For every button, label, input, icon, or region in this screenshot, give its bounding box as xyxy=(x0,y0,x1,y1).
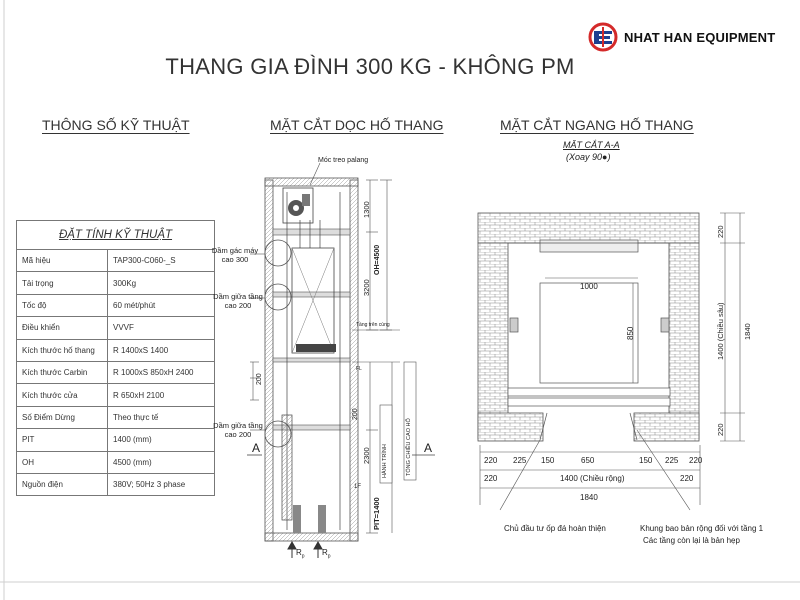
spec-value: R 1400xS 1400 xyxy=(108,339,215,361)
section-specs-title: THÔNG SỐ KỸ THUẬT xyxy=(42,117,190,133)
section-a-right: A xyxy=(424,441,433,455)
spec-label: Kích thước Carbin xyxy=(17,361,108,383)
total-height-label: TỔNG CHIỀU CAO HỐ xyxy=(406,418,412,476)
brand-name: NHAT HAN EQUIPMENT xyxy=(624,29,776,45)
spec-label: Tốc độ xyxy=(17,294,108,316)
spec-label: PIT xyxy=(17,429,108,451)
rotate-note: (Xoay 90●) xyxy=(566,152,611,162)
reaction-right: $R_p$ xyxy=(322,548,331,560)
note-right-1: Khung bao bản rộng đối với tầng 1 xyxy=(640,524,764,533)
width-dim-left: 220 xyxy=(484,474,498,483)
hook-label: Móc treo palang xyxy=(318,157,369,164)
page-title: THANG GIA ĐÌNH 300 KG - KHÔNG PM xyxy=(165,54,575,79)
dim-200b: 200 xyxy=(352,408,359,420)
floor-1f-label: 1F xyxy=(354,484,362,490)
travel-label: HÀNH TRÌNH xyxy=(382,444,388,478)
spec-label: OH xyxy=(17,451,108,473)
reaction-left: $R_p$ xyxy=(296,548,305,560)
wall-top-dim: 220 xyxy=(716,225,725,238)
spec-value: 300Kg xyxy=(108,272,215,294)
section-vertical-title: MẶT CẮT DỌC HỐ THANG xyxy=(270,117,444,133)
beam-machine-label: Dầm gác máy cao 300 xyxy=(211,246,259,264)
top-floor-label: Tầng trên cùng xyxy=(356,322,390,328)
spec-label: Kích thước hố thang xyxy=(17,339,108,361)
spec-label: Kích thước cửa xyxy=(17,384,108,406)
car-depth-dim: 850 xyxy=(626,326,635,340)
spec-value: 4500 (mm) xyxy=(108,451,215,473)
width-dim: 1400 (Chiều rộng) xyxy=(560,474,625,483)
dim-200a: 200 xyxy=(256,373,263,385)
spec-value: R 650xH 2100 xyxy=(108,384,215,406)
spec-label: Số Điểm Dừng xyxy=(17,406,108,428)
spec-label: Điều khiển xyxy=(17,317,108,339)
total-width-dim: 1840 xyxy=(580,493,598,502)
spec-label: Mã hiệu xyxy=(17,250,108,272)
section-horizontal-title: MẶT CẮT NGANG HỐ THANG xyxy=(500,117,694,133)
spec-value: 60 mét/phút xyxy=(108,294,215,316)
depth-dim: 1400 (Chiều sâu) xyxy=(716,302,725,360)
beam-mid1-label: Dầm giữa tầng cao 200 xyxy=(213,292,263,310)
dim-2300: 2300 xyxy=(362,447,371,464)
spec-value: 380V; 50Hz 3 phase xyxy=(108,473,215,495)
bottom-dims-row: 220 225 150 650 150 225 220 xyxy=(484,456,703,465)
spec-value: VVVF xyxy=(108,317,215,339)
section-aa-title: MẶT CẮT A-A xyxy=(563,140,620,150)
total-depth-dim: 1840 xyxy=(743,323,752,340)
section-a-left: A xyxy=(252,441,261,455)
spec-value: TAP300-C060-_S xyxy=(108,250,215,272)
note-left: Chủ đầu tư ốp đá hoàn thiện xyxy=(504,524,606,533)
beam-mid2-label: Dầm giữa tầng cao 200 xyxy=(213,421,263,439)
width-dim-right: 220 xyxy=(680,474,694,483)
dim-3200: 3200 xyxy=(362,279,371,296)
wall-bottom-dim: 220 xyxy=(716,423,725,436)
spec-label: Nguồn điện xyxy=(17,473,108,495)
spec-value: Theo thực tế xyxy=(108,406,215,428)
car-width-dim: 1000 xyxy=(580,282,598,291)
spec-value: 1400 (mm) xyxy=(108,429,215,451)
spec-table-header: ĐẶT TÍNH KỸ THUẬT xyxy=(17,221,215,250)
oh-label: OH=4500 xyxy=(374,244,381,275)
spec-label: Tải trọng xyxy=(17,272,108,294)
floor-mark: FL xyxy=(356,366,362,372)
spec-value: R 1000xS 850xH 2400 xyxy=(108,361,215,383)
dim-1300: 1300 xyxy=(362,201,371,218)
note-right-2: Các tầng còn lại là bản hẹp xyxy=(643,536,740,545)
pit-label: PIT=1400 xyxy=(372,497,381,530)
